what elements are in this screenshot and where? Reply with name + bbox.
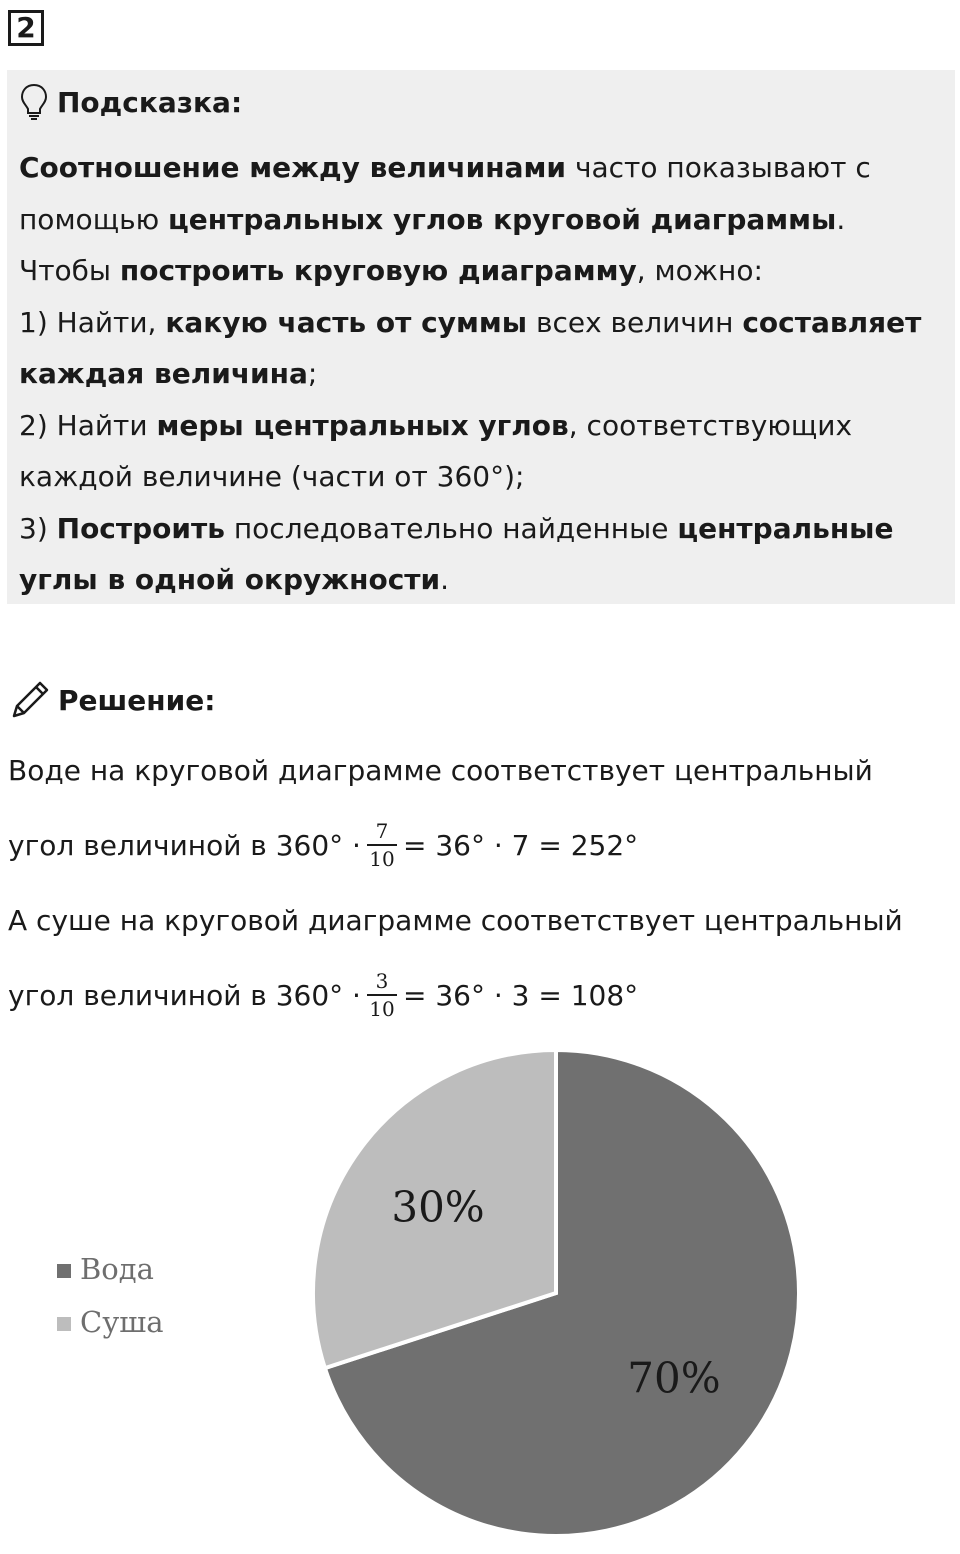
legend-label-land: Суша — [80, 1305, 164, 1339]
fraction-numerator: 7 — [375, 819, 389, 843]
hint-text: последовательно найденные — [224, 511, 678, 545]
fraction — [367, 820, 397, 870]
hint-body — [19, 142, 944, 606]
hint-text: , можно: — [636, 254, 763, 287]
fraction-denominator: 10 — [369, 997, 395, 1021]
hint-text: , соответствующих каждой величине (части от 360°); — [19, 408, 853, 493]
hint-bold: построить круговую диаграмму — [119, 254, 637, 287]
hint-bold: центральных углов круговой диаграммы — [168, 202, 837, 236]
hint-bold: какую часть от суммы — [165, 305, 528, 339]
fraction-denominator: 10 — [369, 847, 395, 871]
hint-box — [7, 70, 955, 604]
hint-text: 1) Найти, — [19, 305, 166, 339]
hint-text: 2) Найти — [19, 408, 157, 442]
hint-text: ; — [307, 357, 318, 390]
hint-text: 3) — [19, 511, 57, 545]
solution-header — [8, 676, 215, 724]
fraction — [367, 970, 397, 1020]
legend-label-water: Вода — [80, 1252, 154, 1286]
solution-line-4 — [8, 962, 638, 1028]
fraction-bar — [367, 844, 397, 846]
hint-text: всех величин — [527, 305, 743, 339]
hint-text: часто показывают с помощью — [19, 151, 871, 236]
hint-paragraph-2 — [19, 245, 944, 297]
hint-step-2 — [19, 400, 944, 503]
solution-text: угол величиной в 360° · — [8, 978, 361, 1012]
legend-swatch-water — [57, 1264, 71, 1278]
solution-text: = 36° · 3 = 108° — [402, 978, 639, 1012]
lightbulb-icon — [19, 82, 49, 122]
solution-text: угол величиной в 360° · — [8, 828, 361, 862]
legend-swatch-land — [57, 1317, 71, 1331]
fraction-bar — [367, 994, 397, 996]
hint-paragraph-1 — [19, 142, 944, 245]
pie-chart — [0, 1040, 960, 1554]
pie-label-land: 30% — [391, 1182, 485, 1232]
solution-text: = 36° · 7 = 252° — [402, 828, 639, 862]
hint-step-1 — [19, 297, 944, 400]
hint-text: . — [440, 563, 450, 596]
solution-title: Решение: — [58, 683, 216, 717]
hint-title: Подсказка: — [57, 85, 243, 119]
solution-line-2 — [8, 812, 638, 878]
solution-line-1: Воде на круговой диаграмме соответствует центральный — [8, 753, 873, 787]
hint-bold: центральные углы в одной окружности — [19, 511, 894, 596]
hint-bold: составляет каждая величина — [19, 305, 922, 390]
task-number: 2 — [8, 10, 44, 46]
hint-text: Чтобы — [19, 254, 120, 287]
hint-bold: Соотношение между величинами — [19, 151, 567, 184]
hint-step-3 — [19, 503, 944, 606]
hint-header — [19, 80, 242, 124]
hint-text: . — [836, 202, 846, 236]
solution-line-3: А суше на круговой диаграмме соответствует центральный — [8, 903, 903, 937]
fraction-numerator: 3 — [375, 969, 389, 993]
pencil-icon — [8, 678, 52, 722]
hint-bold: Построить — [56, 511, 225, 545]
hint-bold: меры центральных углов — [156, 408, 569, 442]
pie-label-water: 70% — [627, 1353, 721, 1403]
